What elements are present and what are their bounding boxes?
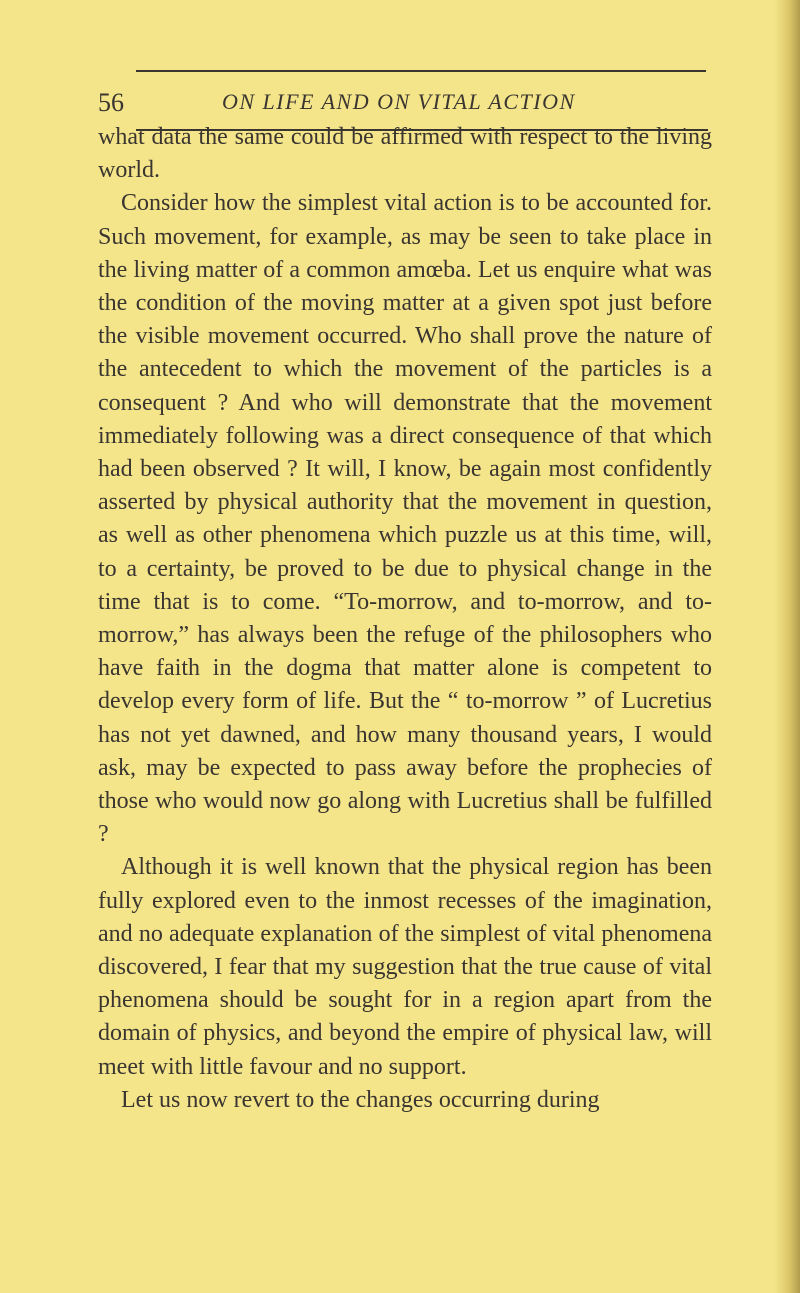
paragraph-continued: what data the same could be affirmed with respect to the living world. [98,124,712,184]
header-rule-top [136,70,706,72]
page-edge-shadow [774,0,800,1293]
paragraph: Although it is well known that the physical region has been fully explored even to the inmost recesses of the imagination, and no adequate explanation of the simplest of vital phenomena discovered, I fear that my suggestion that the true cause of vital phenomena should be sought for in a region apart from the domain of physics, and beyond the empire of physical law, will meet with little favour and no support. [98,854,712,1080]
running-title: ON LIFE AND ON VITAL ACTION [222,89,576,114]
paragraph: Let us now revert to the changes occurring during [121,1086,600,1113]
page-number: 56 [98,88,124,117]
body-text [98,121,712,1117]
paragraph: Consider how the simplest vital action is to be accounted for. Such movement, for example, as may be seen to take place in the living matter of a common amœba. Let us enquire what was the condition of the moving matter at a given spot just before the visible movement occurred. Who shall prove the nature of the antecedent to which the movement of the particles is a consequent ? And who will demonstrate that the movement immediately following was a direct consequence of that which had been observed ? It will, I know, be again most confidently asserted by physical authority that the movement in question, as well as other phenomena which puzzle us at this time, will, to a certainty, be proved to be due to physical change in the time that is to come. “To-morrow, and to-morrow, and to-morrow,” has always been the refuge of the philosophers who have faith in the dogma that matter alone is competent to develop every form of life. But the “ to-morrow ” of Lucretius has not yet dawned, and how many thousand years, I would ask, may be expected to pass away before the prophecies of those who would now go along with Lucretius shall be fulfilled ? [98,190,712,848]
